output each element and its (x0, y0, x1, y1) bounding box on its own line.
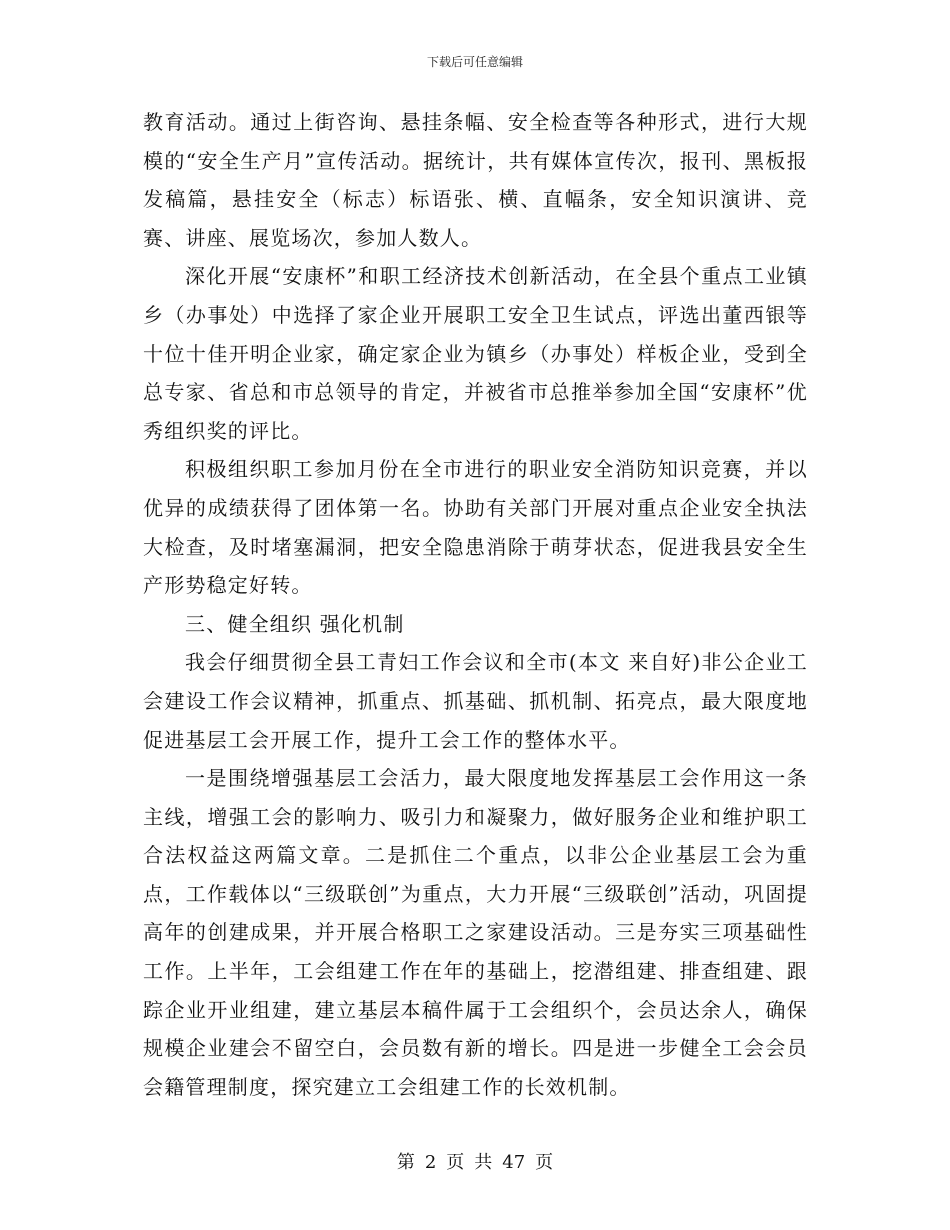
paragraph: 深化开展“安康杯”和职工经济技术创新活动，在全县个重点工业镇乡（办事处）中选择了家企业开展职工安全卫生试点，评选出董西银等十位十佳开明企业家，确定家企业为镇乡（办事处）样板企业，受到全总专家、省总和市总领导的肯定，并被省市总推举参加全国“安康杯”优秀组织奖的评比。 (143, 264, 808, 443)
paragraph: 教育活动。通过上街咨询、悬挂条幅、安全检查等各种形式，进行大规模的“安全生产月”宣传活动。据统计，共有媒体宣传次，报刊、黑板报发稿篇，悬挂安全（标志）标语张、横、直幅条，安全知识演讲、竞赛、讲座、展览场次，参加人数人。 (143, 110, 808, 250)
header-note: 下载后可任意编辑 (426, 55, 523, 69)
section-heading: 三、健全组织 强化机制 (185, 611, 405, 636)
total-pages: 47 (502, 1152, 526, 1173)
paragraph: 一是围绕增强基层工会活力，最大限度地发挥基层工会作用这一条主线，增强工会的影响力、吸引力和凝聚力，做好服务企业和维护职工合法权益这两篇文章。二是抓住二个重点，以非公企业基层工会为重点，工作载体以“三级联创”为重点，大力开展“三级联创”活动，巩固提高年的创建成果，并开展合格职工之家建设活动。三是夯实三项基础性工作。上半年，工会组建工作在年的基础上，挖潜组建、排查组建、跟踪企业开业组建，建立基层本稿件属于工会组织个，会员达余人，确保规模企业建会不留空白，会员数有新的增长。四是进一步健全工会会员会籍管理制度，探究建立工会组建工作的长效机制。 (143, 766, 808, 1099)
paragraph: 我会仔细贯彻全县工青妇工作会议和全市(本文 来自好)非公企业工会建设工作会议精神，抓重点、抓基础、抓机制、拓亮点，最大限度地促进基层工会开展工作，提升工会工作的整体水平。 (143, 650, 808, 752)
footer-label-ye2: 页 (535, 1152, 554, 1173)
page-header (0, 54, 950, 70)
document-body (143, 103, 808, 1106)
current-page-number: 2 (424, 1152, 437, 1173)
footer-label-gong: 共 (474, 1152, 493, 1173)
paragraph: 积极组织职工参加月份在全市进行的职业安全消防知识竞赛，并以优异的成绩获得了团体第一名。协助有关部门开展对重点企业安全执法大检查，及时堵塞漏洞，把安全隐患消除于萌芽状态，促进我县安全生产形势稳定好转。 (143, 457, 808, 598)
footer-label-ye: 页 (446, 1152, 465, 1173)
footer-label-di: 第 (396, 1152, 415, 1173)
page-footer (0, 1152, 950, 1174)
